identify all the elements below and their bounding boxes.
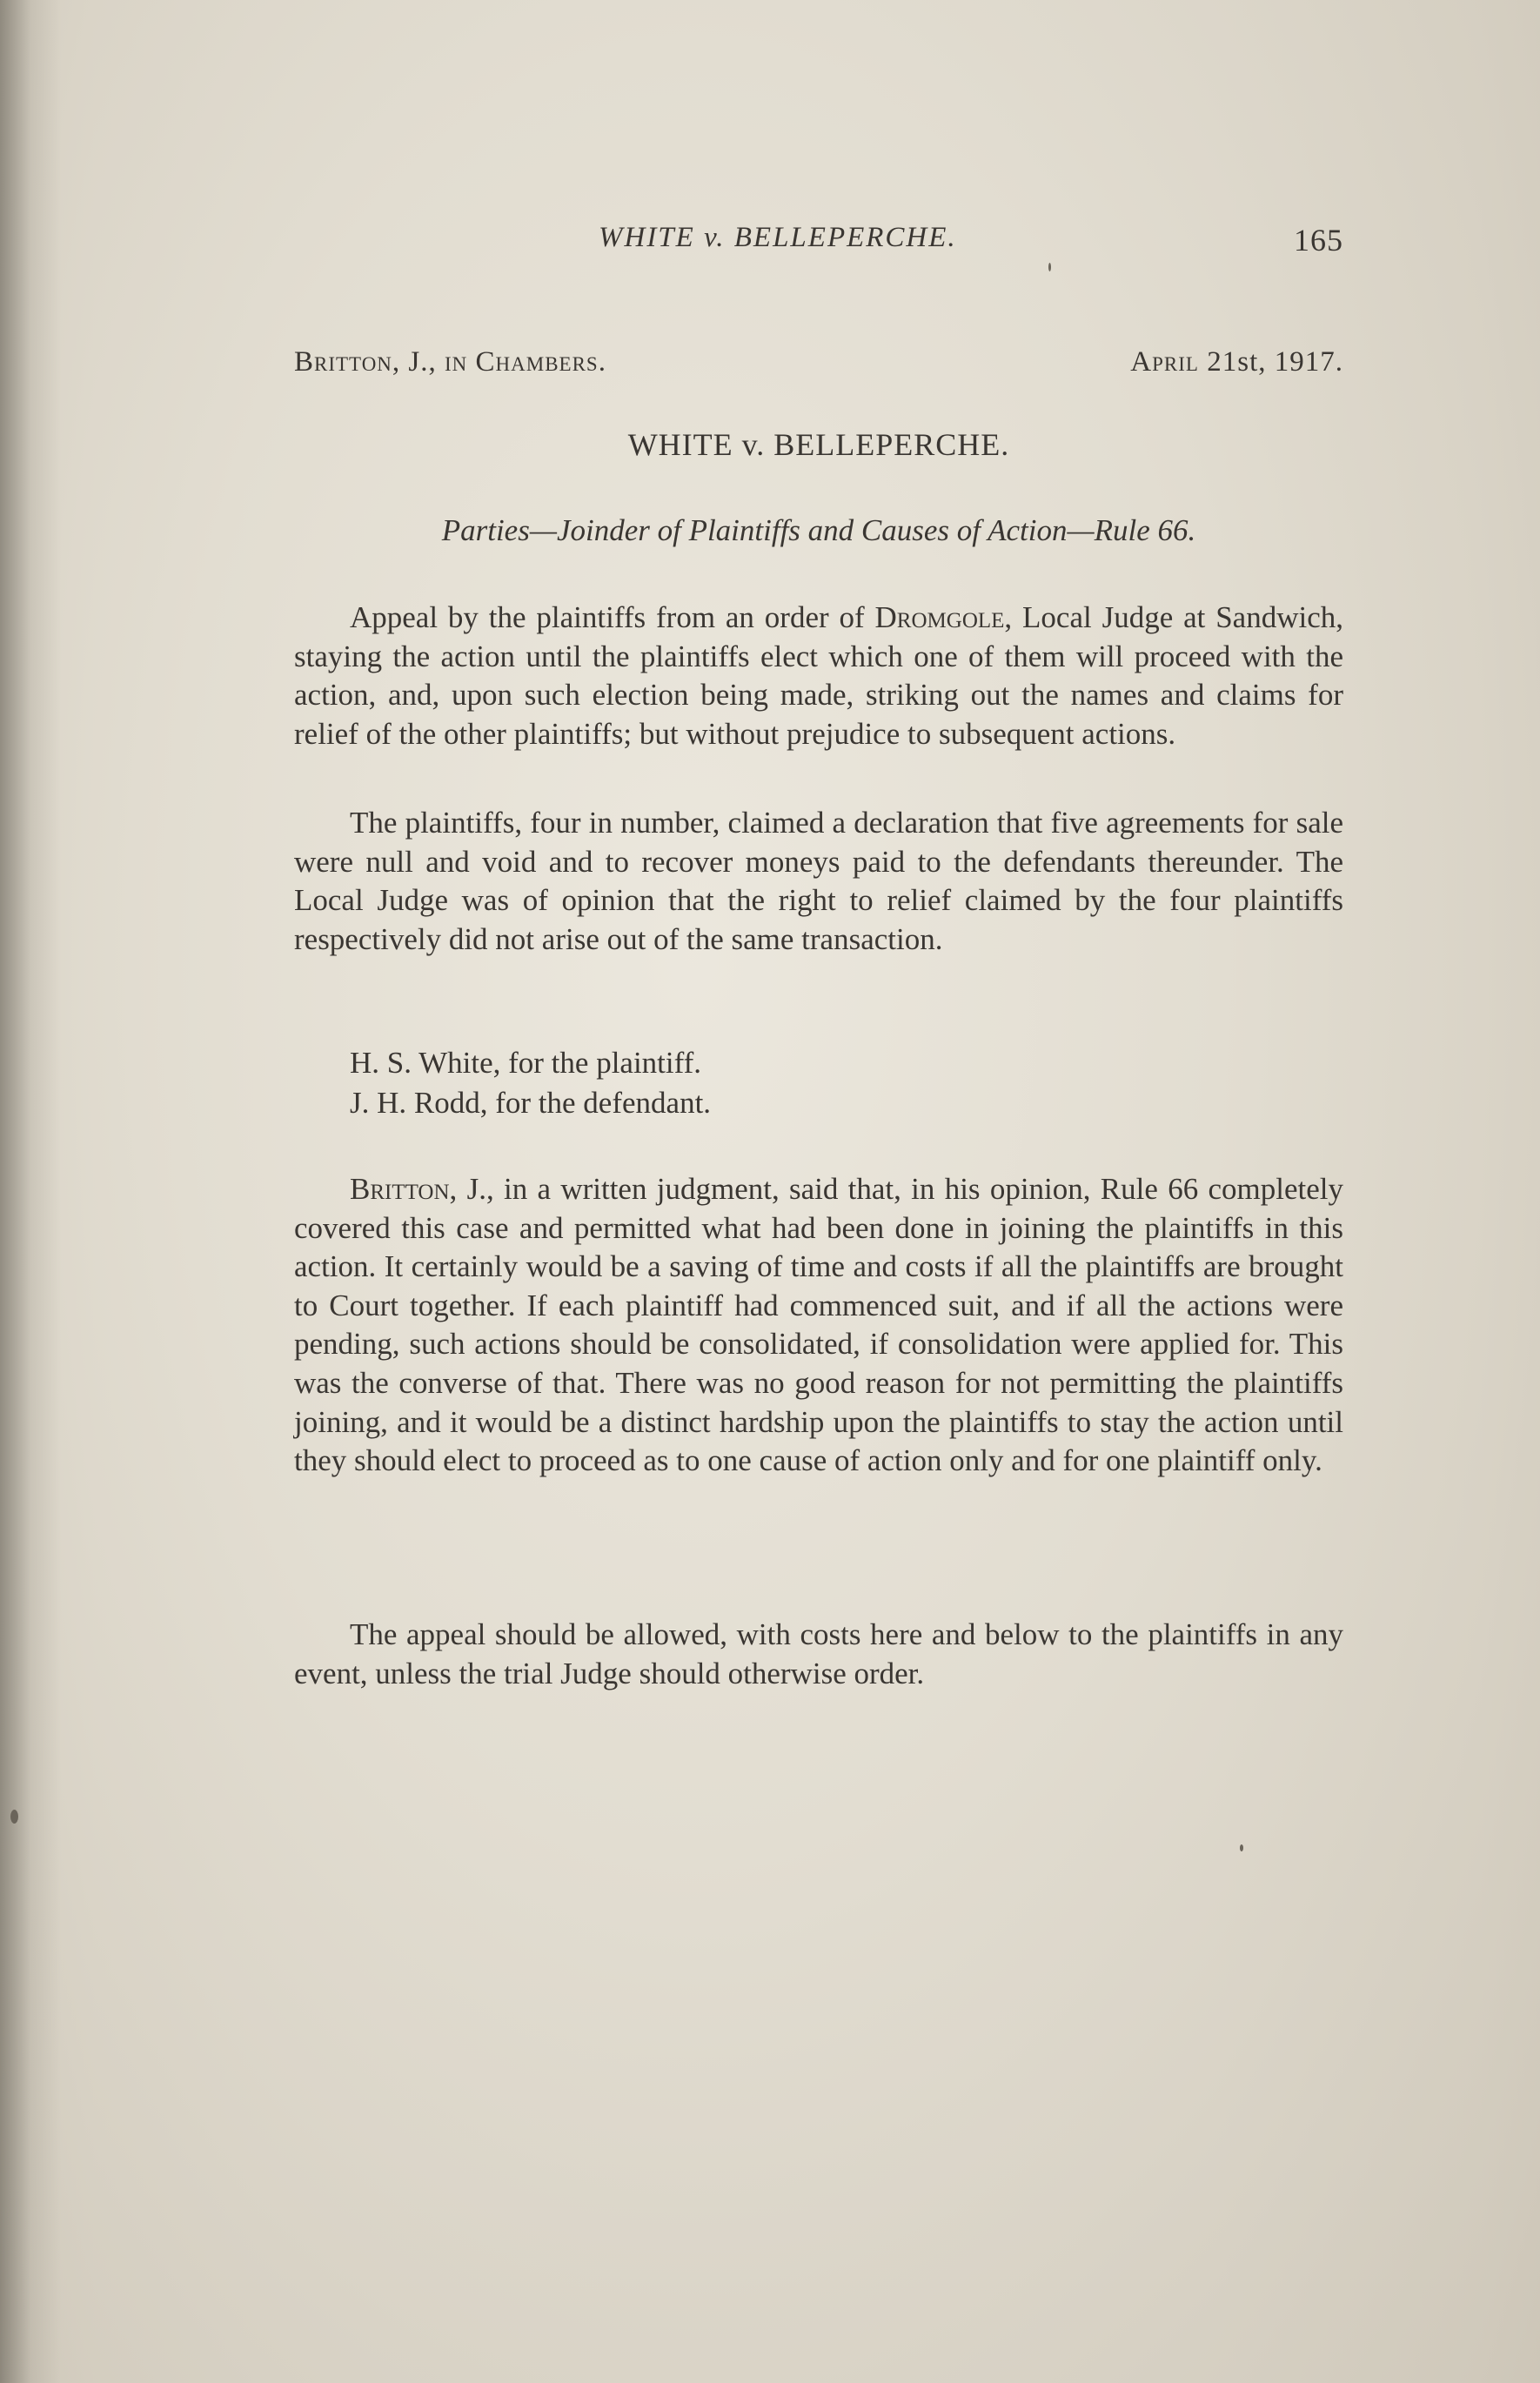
paragraph-appeal-start: Appeal by the plaintiffs from an order of — [350, 600, 875, 634]
running-head — [294, 222, 1343, 265]
court-line — [294, 346, 1343, 390]
paragraph-judgment-rest: , J., in a written judgment, said that, in his opinion, Rule 66 completely covered this case and permitted what had been done in joining the plaintiffs in this action. It certainly would be a saving of time and costs if all the plaintiffs are brought to Court together. If each plaintiff had commenced suit, and if all the actions were pending, such actions should be consolidated, if consolidation were applied for. This was the converse of that. There was no good reason for not permitting the plaintiffs joining, and it would be a distinct hardship upon the plaintiffs to stay the action until they should elect to proceed as to one cause of action only and for one plaintiff only. — [294, 1172, 1343, 1478]
page-speck — [1240, 1844, 1243, 1851]
page-speck — [10, 1810, 18, 1824]
date-day-year: 21st, 1917. — [1198, 346, 1343, 378]
date-month: April — [1130, 346, 1199, 378]
judge-chambers: Britton, J., in Chambers. — [294, 346, 606, 378]
running-head-title: WHITE v. BELLEPERCHE. — [599, 222, 957, 253]
decision-date — [1130, 346, 1343, 378]
paragraph-appeal — [294, 599, 1343, 753]
counsel-plaintiff: H. S. White, for the plaintiff. — [350, 1046, 702, 1080]
headnote: Parties—Joinder of Plaintiffs and Causes of Action—Rule 66. — [441, 513, 1196, 547]
local-judge-name: Dromgole — [874, 600, 1005, 634]
counsel-defendant: J. H. Rodd, for the defendant. — [350, 1086, 712, 1120]
case-title: WHITE v. BELLEPERCHE. — [627, 427, 1010, 462]
paragraph-disposition: The appeal should be allowed, with costs here and below to the plaintiffs in any event, unless the trial Judge should otherwise order. — [294, 1617, 1343, 1690]
judge-name: Britton — [350, 1172, 450, 1206]
page-number: 165 — [1294, 223, 1343, 258]
paragraph-facts: The plaintiffs, four in number, claimed a declaration that five agreements for sale were null and void and to recover moneys paid to the defendants thereunder. The Local Judge was of opinion that the right to relief claimed by the four plaintiffs respectively did not arise out of the same transaction. — [294, 806, 1343, 956]
paragraph-judgment — [294, 1170, 1343, 1481]
binding-gutter-shadow — [0, 0, 61, 2383]
paragraph-appeal-rest: , Local Judge at Sandwich, staying the action until the plaintiffs elect which one of them will proceed with the action, and, upon such election being made, striking out the names and claims for relief of the other plaintiffs; but without prejudice to subsequent actions. — [294, 600, 1343, 751]
